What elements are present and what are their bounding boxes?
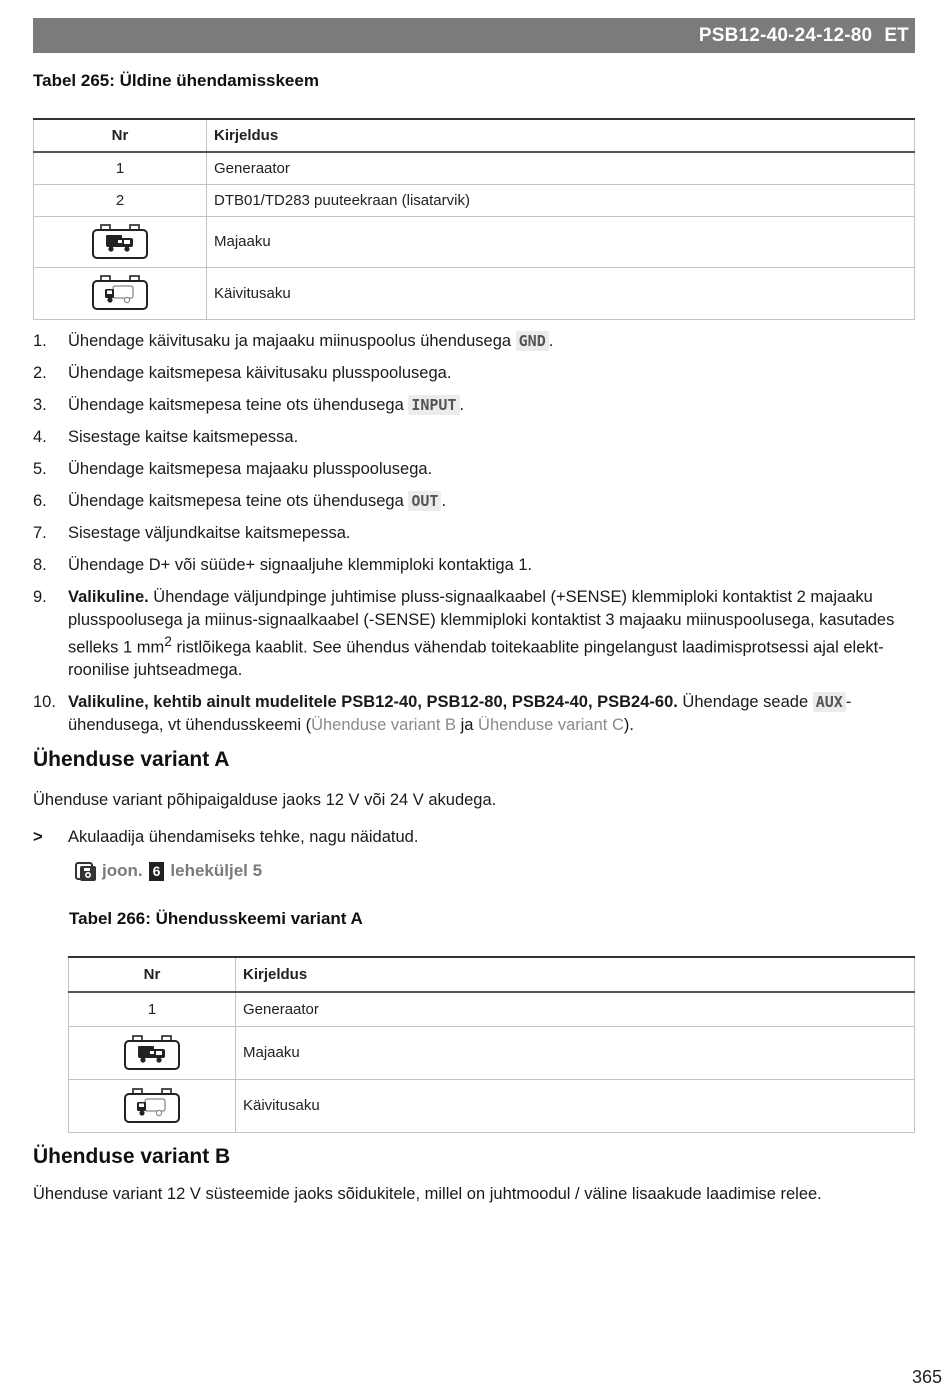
step-text: Sisestage kaitse kaitsmepessa. bbox=[68, 428, 299, 446]
row-number: 2 bbox=[34, 184, 207, 216]
action-text: Akulaadija ühendamiseks tehke, nagu näidatud. bbox=[68, 828, 419, 846]
instruction-steps bbox=[33, 330, 915, 746]
step-number: 1. bbox=[33, 332, 47, 350]
step-number: 10. bbox=[33, 693, 56, 711]
step-number: 2. bbox=[33, 364, 47, 382]
list-item bbox=[33, 691, 915, 736]
step-text-part: . bbox=[459, 396, 465, 414]
section-b-intro: Ühenduse variant 12 V süsteemide jaoks sõidukitele, millel on juhtmoodul / väline lisaakude laadimise relee. bbox=[33, 1185, 822, 1203]
camera-icon bbox=[75, 860, 97, 882]
section-b-heading: Ühenduse variant B bbox=[33, 1145, 231, 1168]
step-text: Ühendage D+ või süüde+ signaaljuhe klemmiploki kontaktiga 1. bbox=[68, 556, 533, 574]
row-icon-cell bbox=[69, 1026, 236, 1079]
step-text: Ühendage kaitsmepesa käivitusaku plusspoolusega. bbox=[68, 364, 452, 382]
step-bold-label: Valikuline. bbox=[68, 588, 149, 606]
language-code: ET bbox=[884, 24, 909, 46]
table-header-row bbox=[34, 119, 915, 152]
table-266 bbox=[68, 956, 915, 1133]
step-text-part: Ühendage seade bbox=[677, 693, 813, 711]
house-battery-icon bbox=[123, 1035, 181, 1071]
step-number: 5. bbox=[33, 460, 47, 478]
row-icon-cell bbox=[69, 1079, 236, 1132]
row-description: Generaator bbox=[207, 152, 915, 184]
row-description: Käivitusaku bbox=[207, 267, 915, 319]
step-number: 6. bbox=[33, 492, 47, 510]
step-text-part: Ühendage väljundpinge juhtimise pluss-signaalkaabel (+SENSE) klemmiploki kontaktist 2 majaaku plusspoolusega ja miinus-signaalkaabel (-SENSE) klemmiploki kontaktist 3 majaaku miinuspoolusega, kasutades selleks 1 mm bbox=[68, 588, 895, 657]
row-description: Majaaku bbox=[236, 1026, 915, 1079]
table-265-caption: Tabel 265: Üldine ühendamisskeem bbox=[33, 71, 319, 90]
figure-reference-link[interactable] bbox=[75, 860, 262, 882]
list-item bbox=[33, 586, 915, 682]
terminal-label-aux: AUX bbox=[813, 692, 846, 712]
step-number: 3. bbox=[33, 396, 47, 414]
row-icon-cell bbox=[34, 216, 207, 267]
step-text bbox=[68, 586, 915, 682]
step-text-part: Ühendage kaitsmepesa teine ots ühendusega bbox=[68, 396, 409, 414]
terminal-label-input: INPUT bbox=[408, 395, 459, 415]
table-row bbox=[69, 1079, 915, 1132]
step-number: 8. bbox=[33, 556, 47, 574]
table-265 bbox=[33, 118, 915, 320]
section-a-heading: Ühenduse variant A bbox=[33, 748, 230, 771]
list-item bbox=[33, 490, 915, 513]
column-header-nr: Nr bbox=[69, 957, 236, 992]
row-description: Generaator bbox=[236, 992, 915, 1026]
step-number: 9. bbox=[33, 588, 47, 606]
table-row bbox=[69, 992, 915, 1026]
header-bar bbox=[33, 18, 915, 53]
step-text-part: . bbox=[441, 492, 447, 510]
step-text-part: . bbox=[548, 332, 554, 350]
terminal-label-out: OUT bbox=[408, 491, 441, 511]
link-variant-b[interactable]: Ühenduse variant B bbox=[311, 715, 457, 734]
row-description: DTB01/TD283 puuteekraan (lisatarvik) bbox=[207, 184, 915, 216]
figure-ref-suffix: leheküljel 5 bbox=[170, 861, 263, 880]
table-row bbox=[34, 184, 915, 216]
step-text-part: ristlõikega kaablit. See ühendus vähendab toitekaablite pingelangust laadimisprotsessi ajal elektroonilise juhtseadmega. bbox=[68, 638, 884, 679]
step-bold-label: Valikuline, kehtib ainult mudelitele PSB12-40, PSB12-80, PSB24-40, PSB24-60. bbox=[68, 693, 678, 711]
list-item bbox=[33, 522, 915, 545]
terminal-label-gnd: GND bbox=[516, 331, 549, 351]
column-header-description: Kirjeldus bbox=[236, 957, 915, 992]
row-description: Käivitusaku bbox=[236, 1079, 915, 1132]
row-number: 1 bbox=[34, 152, 207, 184]
superscript: 2 bbox=[164, 634, 172, 649]
link-variant-c[interactable]: Ühenduse variant C bbox=[478, 715, 624, 734]
step-text-part: Ühendage kaitsmepesa teine ots ühendusega bbox=[68, 492, 409, 510]
document-title: PSB12-40-24-12-80 bbox=[698, 24, 873, 46]
list-item bbox=[33, 458, 915, 481]
table-row bbox=[34, 216, 915, 267]
step-text-part: ja bbox=[456, 715, 479, 734]
figure-ref-prefix: joon. bbox=[102, 861, 143, 880]
row-description: Majaaku bbox=[207, 216, 915, 267]
table-266-caption: Tabel 266: Ühendusskeemi variant A bbox=[69, 909, 363, 928]
list-item bbox=[33, 394, 915, 417]
list-item bbox=[33, 362, 915, 385]
step-number: 7. bbox=[33, 524, 47, 542]
list-item bbox=[33, 330, 915, 353]
row-number: 1 bbox=[69, 992, 236, 1026]
figure-number-badge: 6 bbox=[149, 862, 165, 881]
column-header-nr: Nr bbox=[34, 119, 207, 152]
table-row bbox=[34, 152, 915, 184]
starter-battery-icon bbox=[123, 1088, 181, 1124]
page-number: 365 bbox=[911, 1367, 942, 1387]
section-a-intro: Ühenduse variant põhipaigalduse jaoks 12 V või 24 V akudega. bbox=[33, 791, 497, 809]
step-number: 4. bbox=[33, 428, 47, 446]
starter-battery-icon bbox=[91, 275, 149, 311]
step-text-part: ). bbox=[623, 715, 634, 734]
house-battery-icon bbox=[91, 224, 149, 260]
step-text bbox=[68, 490, 915, 513]
step-text: Ühendage kaitsmepesa majaaku plusspoolusega. bbox=[68, 460, 433, 478]
step-text: Sisestage väljundkaitse kaitsmepessa. bbox=[68, 524, 351, 542]
table-row bbox=[34, 267, 915, 319]
action-marker: > bbox=[33, 828, 43, 846]
step-text-part: Ühendage käivitusaku ja majaaku miinuspoolus ühendusega bbox=[68, 332, 516, 350]
table-header-row bbox=[69, 957, 915, 992]
row-icon-cell bbox=[34, 267, 207, 319]
column-header-description: Kirjeldus bbox=[207, 119, 915, 152]
step-text bbox=[68, 394, 915, 417]
list-item bbox=[33, 554, 915, 577]
action-step bbox=[33, 828, 418, 847]
step-text bbox=[68, 691, 915, 736]
table-row bbox=[69, 1026, 915, 1079]
list-item bbox=[33, 426, 915, 449]
step-text bbox=[68, 330, 915, 353]
step-text-part: -ühendusega, vt ühendusskeemi ( bbox=[68, 693, 852, 734]
